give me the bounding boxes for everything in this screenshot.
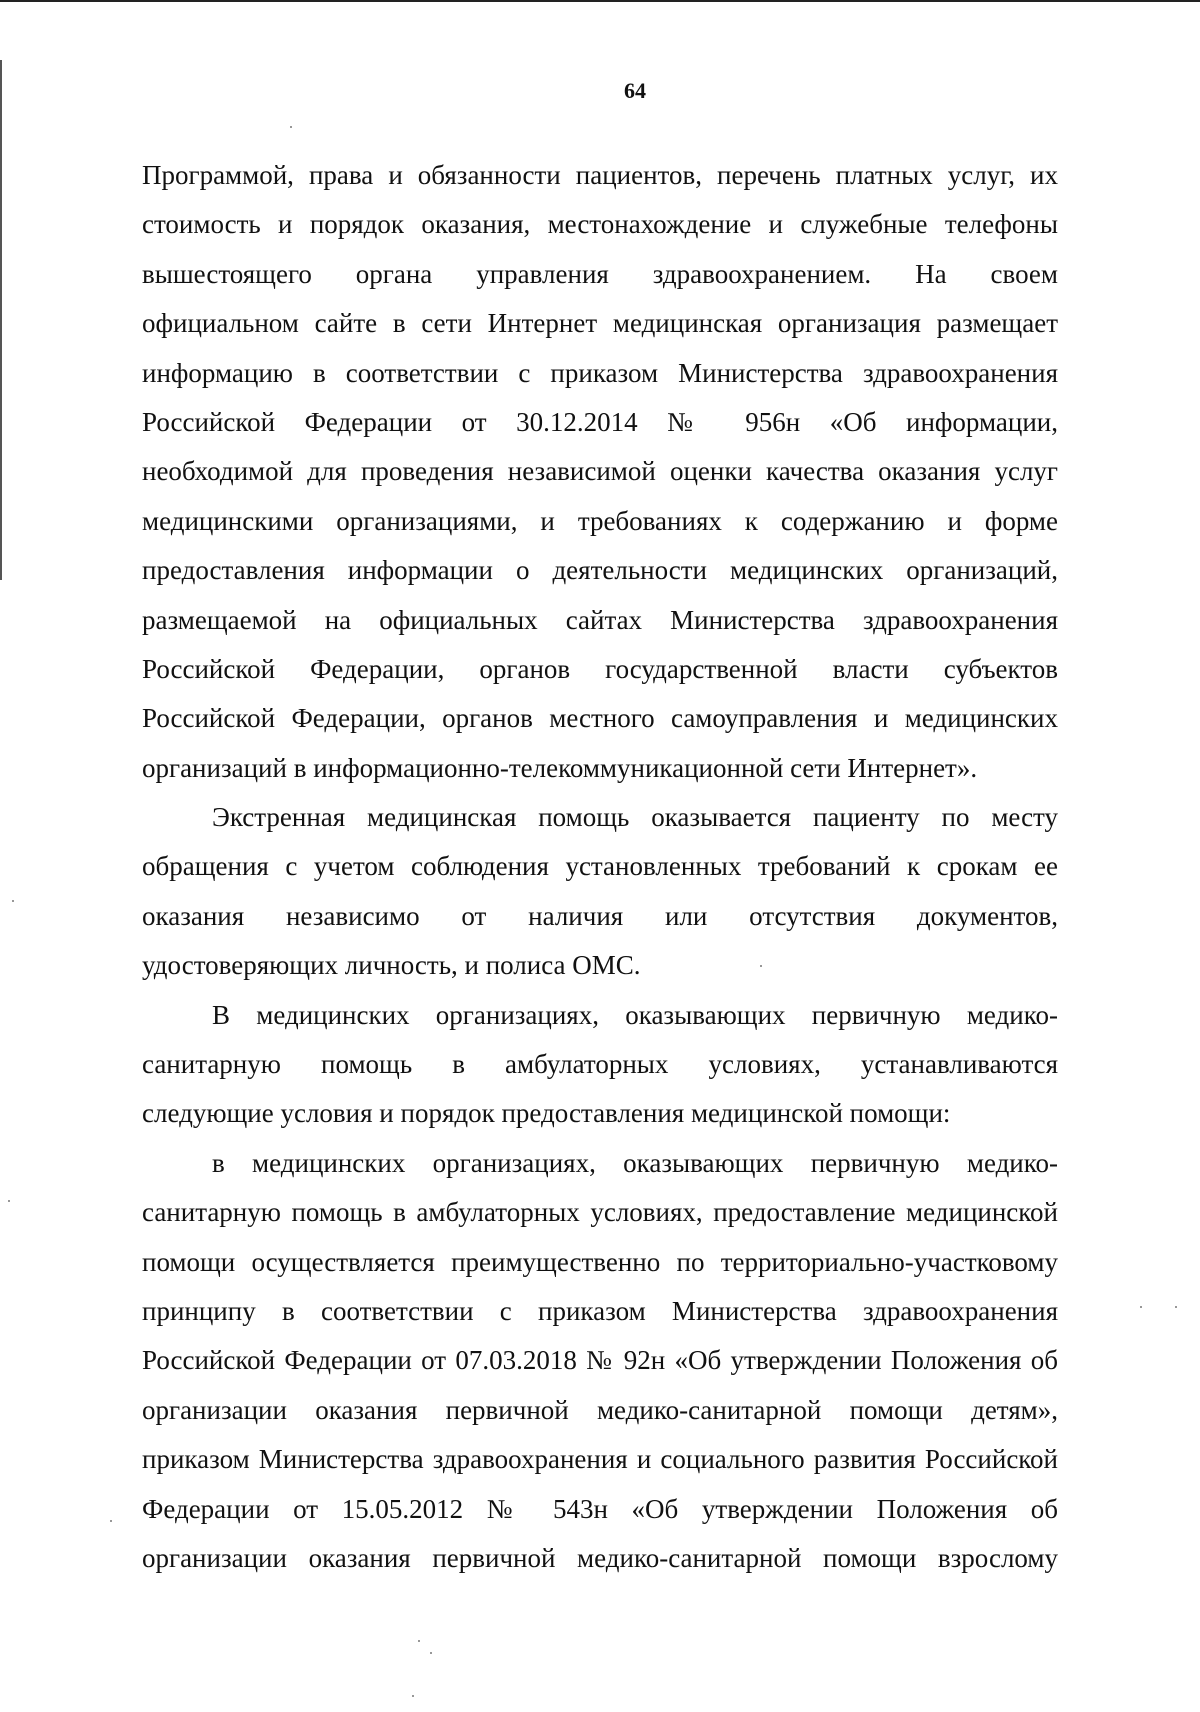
text-line: медицинскими организациями, и требованиях к содержанию и форме: [142, 505, 1058, 536]
text-line: принципу в соответствии с приказом Министерства здравоохранения: [142, 1295, 1058, 1326]
scan-speck: [8, 1200, 10, 1202]
text-line: необходимой для проведения независимой оценки качества оказания услуг: [142, 456, 1058, 487]
scan-left-edge: [0, 60, 2, 580]
text-line: организаций в информационно-телекоммуникационной сети Интернет».: [142, 752, 978, 783]
text-line: обращения с учетом соблюдения установленных требований к срокам ее: [142, 851, 1058, 882]
text-line: санитарную помощь в амбулаторных условиях, предоставление медицинской: [142, 1197, 1058, 1228]
text-line: вышестоящего органа управления здравоохранением. На своем: [142, 258, 1058, 289]
text-line: удостоверяющих личность, и полиса ОМС.: [142, 950, 641, 981]
text-line: Российской Федерации от 07.03.2018 № 92н «Об утверждении Положения об: [142, 1345, 1058, 1376]
text-line: стоимость и порядок оказания, местонахождение и служебные телефоны: [142, 209, 1058, 240]
scan-speck: [1140, 1306, 1142, 1308]
document-body: [142, 151, 1058, 1583]
scan-speck: [418, 1640, 420, 1642]
text-line: Экстренная медицинская помощь оказывается пациенту по месту: [212, 802, 1058, 833]
text-line: Программой, права и обязанности пациентов, перечень платных услуг, их: [142, 160, 1058, 190]
text-line: Российской Федерации, органов государственной власти субъектов: [142, 653, 1058, 684]
scan-speck: [12, 900, 14, 902]
text-line: размещаемой на официальных сайтах Министерства здравоохранения: [142, 604, 1058, 635]
scan-speck: [412, 1695, 414, 1697]
text-line: Федерации от 15.05.2012 № 543н «Об утверждении Положения об: [142, 1493, 1058, 1524]
text-line: информацию в соответствии с приказом Министерства здравоохранения: [142, 357, 1058, 388]
text-line: Российской Федерации от 30.12.2014 № 956н «Об информации,: [142, 406, 1058, 437]
text-line: следующие условия и порядок предоставления медицинской помощи:: [142, 1098, 951, 1129]
scan-speck: [430, 1652, 432, 1654]
text-line: приказом Министерства здравоохранения и социального развития Российской: [142, 1444, 1058, 1475]
text-line: предоставления информации о деятельности медицинских организаций,: [142, 555, 1058, 586]
page-number: 64: [624, 78, 646, 103]
text-line: санитарную помощь в амбулаторных условиях, устанавливаются: [142, 1049, 1058, 1080]
scan-top-edge: [0, 0, 1200, 2]
text-line: в медицинских организациях, оказывающих первичную медико-: [212, 1147, 1058, 1178]
text-line: Российской Федерации, органов местного самоуправления и медицинских: [142, 703, 1058, 734]
scan-speck: [1175, 1306, 1177, 1308]
scan-speck: [760, 965, 762, 967]
text-line: официальном сайте в сети Интернет медицинская организация размещает: [142, 308, 1058, 339]
scan-speck: [110, 1520, 112, 1522]
text-line: оказания независимо от наличия или отсутствия документов,: [142, 900, 1058, 931]
text-line: организации оказания первичной медико-санитарной помощи детям»,: [142, 1394, 1058, 1425]
text-line: В медицинских организациях, оказывающих первичную медико-: [212, 999, 1058, 1030]
scan-speck: [290, 126, 292, 128]
text-line: организации оказания первичной медико-санитарной помощи взрослому: [142, 1542, 1058, 1573]
text-line: помощи осуществляется преимущественно по территориально-участковому: [142, 1246, 1058, 1277]
